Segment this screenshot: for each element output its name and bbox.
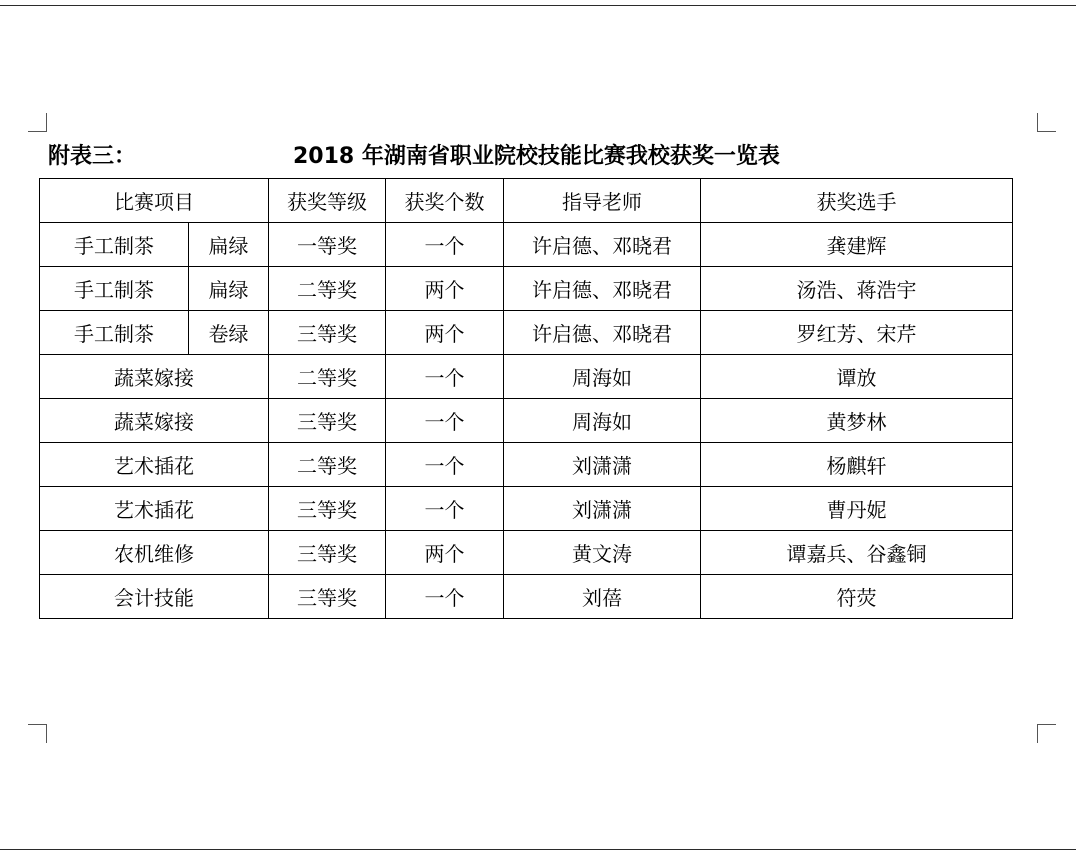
cell-level: 二等奖 [269, 355, 386, 399]
cell-teacher: 周海如 [504, 399, 701, 443]
cell-level: 三等奖 [269, 575, 386, 619]
table-row [40, 399, 1013, 443]
cell-teacher: 许启德、邓晓君 [504, 223, 701, 267]
cell-winner: 龚建辉 [701, 223, 1013, 267]
cell-level: 三等奖 [269, 311, 386, 355]
cell-winner: 谭放 [701, 355, 1013, 399]
cell-level: 三等奖 [269, 531, 386, 575]
header-cell-item: 比赛项目 [40, 179, 269, 223]
cell-winner: 黄梦林 [701, 399, 1013, 443]
cell-level: 三等奖 [269, 487, 386, 531]
cell-winner: 符荧 [701, 575, 1013, 619]
cell-item: 蔬菜嫁接 [40, 399, 269, 443]
cell-item: 手工制茶 [40, 267, 189, 311]
margin-corner-top-right [1037, 113, 1056, 132]
cell-count: 两个 [386, 267, 504, 311]
page-bottom-rule [0, 849, 1076, 850]
cell-winner: 曹丹妮 [701, 487, 1013, 531]
table-row [40, 443, 1013, 487]
cell-count: 两个 [386, 311, 504, 355]
margin-corner-bottom-right [1037, 724, 1056, 743]
header-cell-count: 获奖个数 [386, 179, 504, 223]
cell-level: 一等奖 [269, 223, 386, 267]
document-header [48, 140, 1008, 174]
table-row [40, 355, 1013, 399]
cell-winner: 杨麒轩 [701, 443, 1013, 487]
cell-teacher: 刘潇潇 [504, 487, 701, 531]
page-top-rule [0, 5, 1076, 6]
awards-table [39, 178, 1013, 619]
header-cell-teacher: 指导老师 [504, 179, 701, 223]
table-row [40, 223, 1013, 267]
cell-count: 一个 [386, 355, 504, 399]
cell-sub-item: 扁绿 [189, 267, 269, 311]
cell-teacher: 刘潇潇 [504, 443, 701, 487]
table-row [40, 311, 1013, 355]
cell-count: 一个 [386, 399, 504, 443]
cell-item: 会计技能 [40, 575, 269, 619]
table-row [40, 575, 1013, 619]
document-title: 2018 年湖南省职业院校技能比赛我校获奖一览表 [293, 144, 780, 169]
cell-level: 三等奖 [269, 399, 386, 443]
margin-corner-top-left [28, 113, 47, 132]
margin-corner-bottom-left [28, 724, 47, 743]
cell-item: 蔬菜嫁接 [40, 355, 269, 399]
cell-item: 手工制茶 [40, 223, 189, 267]
cell-count: 两个 [386, 531, 504, 575]
cell-count: 一个 [386, 575, 504, 619]
appendix-label: 附表三： [48, 144, 137, 169]
cell-count: 一个 [386, 487, 504, 531]
cell-level: 二等奖 [269, 267, 386, 311]
cell-winner: 罗红芳、宋芹 [701, 311, 1013, 355]
cell-item: 农机维修 [40, 531, 269, 575]
cell-count: 一个 [386, 443, 504, 487]
cell-count: 一个 [386, 223, 504, 267]
cell-item: 艺术插花 [40, 487, 269, 531]
cell-item: 手工制茶 [40, 311, 189, 355]
cell-sub-item: 卷绿 [189, 311, 269, 355]
table-header-row [40, 179, 1013, 223]
cell-teacher: 许启德、邓晓君 [504, 311, 701, 355]
cell-teacher: 黄文涛 [504, 531, 701, 575]
cell-level: 二等奖 [269, 443, 386, 487]
header-cell-winner: 获奖选手 [701, 179, 1013, 223]
header-cell-level: 获奖等级 [269, 179, 386, 223]
cell-winner: 谭嘉兵、谷鑫铜 [701, 531, 1013, 575]
table-row [40, 487, 1013, 531]
cell-teacher: 周海如 [504, 355, 701, 399]
cell-teacher: 许启德、邓晓君 [504, 267, 701, 311]
cell-sub-item: 扁绿 [189, 223, 269, 267]
cell-teacher: 刘蓓 [504, 575, 701, 619]
cell-item: 艺术插花 [40, 443, 269, 487]
cell-winner: 汤浩、蒋浩宇 [701, 267, 1013, 311]
table-row [40, 267, 1013, 311]
table-row [40, 531, 1013, 575]
